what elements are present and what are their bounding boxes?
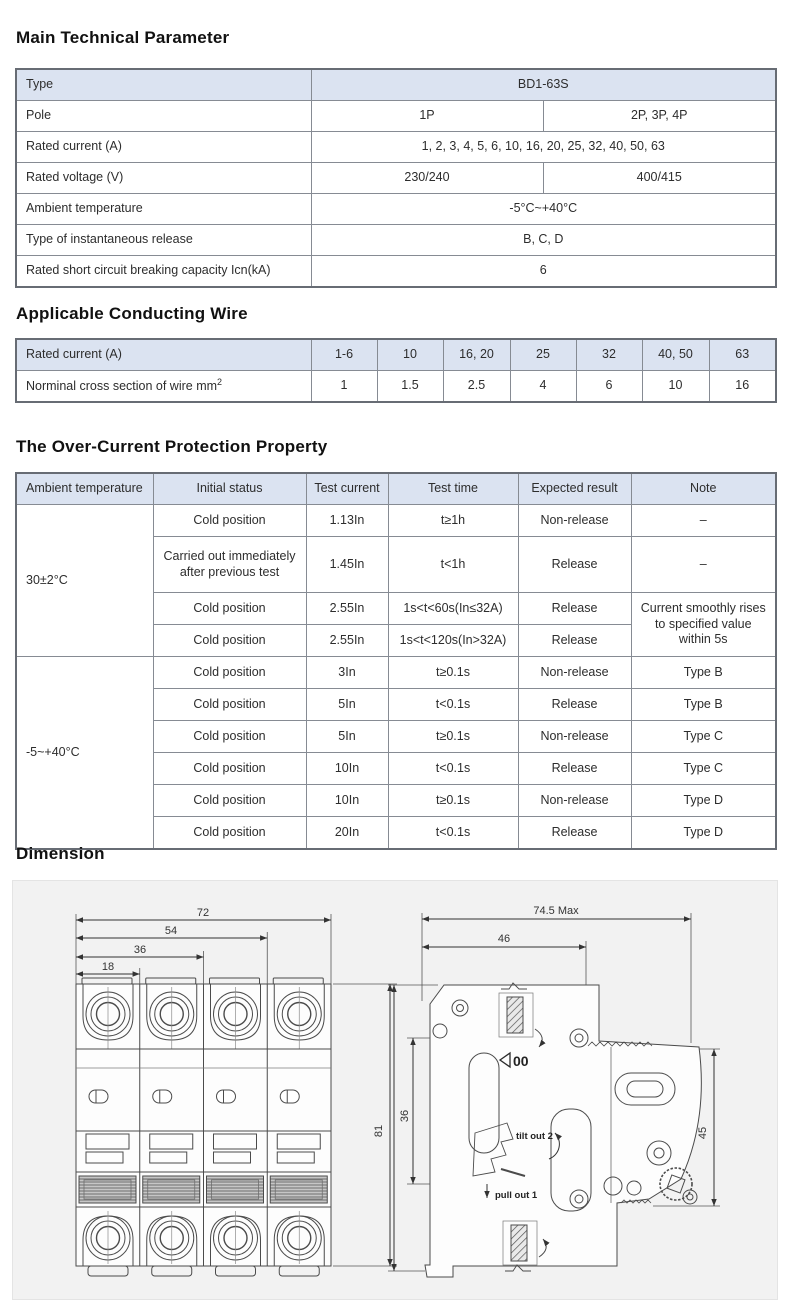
table-cell: Rated current (A) xyxy=(16,339,311,371)
table-cell: 1, 2, 3, 4, 5, 6, 10, 16, 20, 25, 32, 40, 50, 63 xyxy=(311,132,776,163)
conducting-wire-table xyxy=(15,338,777,403)
table-cell: Ambient temperature xyxy=(16,194,311,225)
main-technical-table xyxy=(15,68,777,288)
table-row xyxy=(16,225,776,256)
table-row xyxy=(16,473,776,505)
table-cell: Cold position xyxy=(153,785,306,817)
side-view-outline xyxy=(425,985,701,1277)
table-row xyxy=(16,132,776,163)
table-cell: 4 xyxy=(510,371,576,403)
column-header: Note xyxy=(631,473,776,505)
superscript: 2 xyxy=(217,377,223,388)
table-cell: Type C xyxy=(631,753,776,785)
table-cell: 400/415 xyxy=(543,163,776,194)
table-cell: 3In xyxy=(306,657,388,689)
table-cell: 63 xyxy=(709,339,776,371)
table-cell: Cold position xyxy=(153,657,306,689)
table-cell: Cold position xyxy=(153,625,306,657)
section-title-dimension: Dimension xyxy=(16,844,105,863)
dim-label-45: 45 xyxy=(697,1126,709,1140)
table-cell: Non-release xyxy=(518,657,631,689)
table-cell: 2P, 3P, 4P xyxy=(543,101,776,132)
table-cell: 230/240 xyxy=(311,163,543,194)
over-current-table xyxy=(15,472,777,850)
table-cell-ambient: -5~+40°C xyxy=(16,657,153,850)
table-cell-ambient: 30±2°C xyxy=(16,505,153,657)
table-row xyxy=(16,256,776,288)
table-cell: Type D xyxy=(631,817,776,850)
column-header: Ambient temperature xyxy=(16,473,153,505)
table-cell: Rated current (A) xyxy=(16,132,311,163)
table-row xyxy=(16,101,776,132)
cell-text: Norminal cross section of wire mm xyxy=(26,379,218,394)
column-header: Initial status xyxy=(153,473,306,505)
table-cell: 1.5 xyxy=(377,371,443,403)
table-cell: Type C xyxy=(631,721,776,753)
table-cell: 2.55In xyxy=(306,593,388,625)
table-cell: 1s<t<120s(In>32A) xyxy=(388,625,518,657)
table-cell: Non-release xyxy=(518,785,631,817)
table-cell: Type B xyxy=(631,657,776,689)
table-cell: Type of instantaneous release xyxy=(16,225,311,256)
table-cell: – xyxy=(631,537,776,593)
table-cell: Release xyxy=(518,625,631,657)
table-cell: 20In xyxy=(306,817,388,850)
section-title-main-technical: Main Technical Parameter xyxy=(16,28,230,47)
dimension-drawing-panel xyxy=(12,880,778,1300)
dim-label-36-side: 36 xyxy=(399,1109,411,1123)
table-cell-note: Current smoothly rises to specified value within 5s xyxy=(631,593,776,657)
table-cell: Cold position xyxy=(153,753,306,785)
table-cell: Type B xyxy=(631,689,776,721)
table-cell: 2.5 xyxy=(443,371,510,403)
table-cell: 1s<t<60s(In≤32A) xyxy=(388,593,518,625)
table-cell: BD1-63S xyxy=(311,69,776,101)
table-cell: 6 xyxy=(576,371,642,403)
table-cell: t≥1h xyxy=(388,505,518,537)
column-header: Test current xyxy=(306,473,388,505)
table-cell: 10 xyxy=(642,371,709,403)
table-cell: 5In xyxy=(306,689,388,721)
dim-label-54: 54 xyxy=(164,925,178,937)
table-row xyxy=(16,505,776,537)
table-row xyxy=(16,194,776,225)
table-cell: 25 xyxy=(510,339,576,371)
table-cell: 16 xyxy=(709,371,776,403)
table-row xyxy=(16,371,776,403)
table-cell: Rated short circuit breaking capacity Icn(kA) xyxy=(16,256,311,288)
table-cell: 16, 20 xyxy=(443,339,510,371)
front-view-drawing xyxy=(76,907,397,1276)
table-cell xyxy=(16,371,311,403)
table-cell: 1 xyxy=(311,371,377,403)
dim-label-18: 18 xyxy=(101,961,115,973)
side-view-drawing xyxy=(388,905,720,1277)
dimension-drawings xyxy=(13,881,779,1301)
table-cell: 6 xyxy=(311,256,776,288)
table-cell: t<0.1s xyxy=(388,689,518,721)
table-cell: 10 xyxy=(377,339,443,371)
table-cell: – xyxy=(631,505,776,537)
table-cell: Cold position xyxy=(153,721,306,753)
table-row xyxy=(16,163,776,194)
table-cell: Non-release xyxy=(518,721,631,753)
table-cell: Type D xyxy=(631,785,776,817)
label-pull-out: pull out 1 xyxy=(495,1190,538,1201)
table-cell: t<0.1s xyxy=(388,817,518,850)
table-cell: Release xyxy=(518,689,631,721)
table-cell: t≥0.1s xyxy=(388,721,518,753)
table-cell: Cold position xyxy=(153,505,306,537)
indicator-00: 00 xyxy=(513,1053,529,1069)
table-cell: Release xyxy=(518,817,631,850)
section-title-over-current: The Over-Current Protection Property xyxy=(16,437,328,456)
table-cell: 40, 50 xyxy=(642,339,709,371)
table-cell: 2.55In xyxy=(306,625,388,657)
table-cell: 10In xyxy=(306,753,388,785)
dim-label-46: 46 xyxy=(497,933,511,945)
table-cell: Type xyxy=(16,69,311,101)
column-header: Expected result xyxy=(518,473,631,505)
table-cell: Carried out immediately after previous test xyxy=(153,537,306,593)
table-cell: 1-6 xyxy=(311,339,377,371)
table-cell: Release xyxy=(518,537,631,593)
table-cell: Cold position xyxy=(153,817,306,850)
table-row xyxy=(16,339,776,371)
table-cell: Cold position xyxy=(153,593,306,625)
table-cell: 1.13In xyxy=(306,505,388,537)
table-cell: B, C, D xyxy=(311,225,776,256)
dim-label-74-5-max: 74.5 Max xyxy=(533,905,579,917)
table-row xyxy=(16,69,776,101)
table-cell: 5In xyxy=(306,721,388,753)
table-row xyxy=(16,657,776,689)
table-cell: Rated voltage (V) xyxy=(16,163,311,194)
table-cell: t<0.1s xyxy=(388,753,518,785)
table-cell: Cold position xyxy=(153,689,306,721)
table-cell: Pole xyxy=(16,101,311,132)
table-cell: 32 xyxy=(576,339,642,371)
dim-label-72: 72 xyxy=(196,907,210,919)
table-cell: 1.45In xyxy=(306,537,388,593)
table-cell: 1P xyxy=(311,101,543,132)
column-header: Test time xyxy=(388,473,518,505)
table-cell: Release xyxy=(518,593,631,625)
table-cell: 10In xyxy=(306,785,388,817)
dim-label-36: 36 xyxy=(133,944,147,956)
table-cell: -5°C~+40°C xyxy=(311,194,776,225)
table-cell: t≥0.1s xyxy=(388,657,518,689)
table-cell: t≥0.1s xyxy=(388,785,518,817)
table-cell: Non-release xyxy=(518,505,631,537)
table-cell: t<1h xyxy=(388,537,518,593)
label-tilt-out: tilt out 2 xyxy=(516,1131,553,1142)
section-title-conducting-wire: Applicable Conducting Wire xyxy=(16,304,248,323)
table-cell: Release xyxy=(518,753,631,785)
dim-label-81: 81 xyxy=(373,1124,385,1138)
